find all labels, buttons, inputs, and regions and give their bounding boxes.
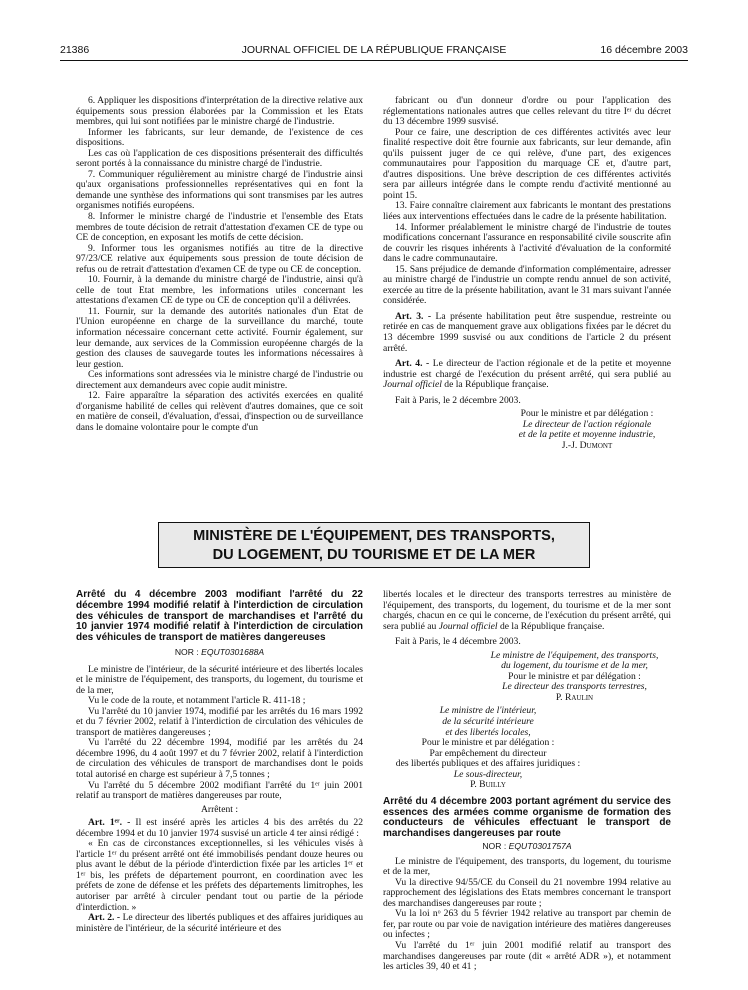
signature-line: Le ministre de l'équipement, des transports, <box>490 649 659 661</box>
nor-reference <box>76 647 363 658</box>
signatory-name: J.-J. Dumont <box>561 439 613 451</box>
page-number: 21386 <box>60 44 90 56</box>
paragraph: Les cas où l'application de ces dispositions présenterait des difficultés seront portés à la connaissance du ministre chargé de l'industrie. <box>76 147 363 170</box>
ministry-line: MINISTÈRE DE L'ÉQUIPEMENT, DES TRANSPORTS, <box>193 528 555 544</box>
signature-line: Pour le ministre et par délégation : <box>508 670 641 682</box>
signature-line: Le ministre de l'intérieur, <box>439 705 537 717</box>
journal-title: JOURNAL OFFICIEL DE LA RÉPUBLIQUE FRANÇAISE <box>241 44 507 56</box>
paragraph: 12. Faire apparaître la séparation des activités exercées en qualité d'organisme habilité de celles qui relèvent d'autres domaines, que ce soit en matière de conseil, d'évaluation, d'essai, d'inspection ou de surveillance dans le domaine volontaire pour le compte d'un <box>76 390 363 433</box>
article-text: Il est inséré après les articles 4 bis des arrêtés du 22 décembre 1994 et du 10 janvier 1974 susvisé un article 4 ter ainsi rédigé : <box>76 817 364 839</box>
signature-line: du logement, du tourisme et de la mer, <box>501 660 648 672</box>
article-text: Le directeur de l'action régionale et de la petite et moyenne industrie est chargé de l'exécution du présent arrêté, qui sera publié au <box>383 358 672 380</box>
signing-place-date: Fait à Paris, le 4 décembre 2003. <box>395 636 521 648</box>
article-2 <box>76 913 363 934</box>
paragraph: Informer les fabricants, sur leur demande, de l'existence de ces dispositions. <box>76 126 363 149</box>
nor-reference <box>383 841 671 852</box>
signature-line: Le sous-directeur, <box>453 768 523 780</box>
paragraph: Vu le code de la route, et notamment l'article R. 411-18 ; <box>88 695 306 707</box>
paragraph: Vu l'arrêté du 5 décembre 2002 modifiant l'arrêté du 1ᵉʳ juin 2001 relatif au transport de matières dangereuses par route, <box>76 779 363 802</box>
paragraph: 9. Informer tous les organismes notifiés au titre de la directive 97/23/CE relative aux équipements sous pression de toute décision de refus ou de retrait d'attestation d'examen CE de type ou CE de conception. <box>76 242 363 275</box>
article-4 <box>383 359 671 391</box>
paragraph-text: libertés locales et le directeur des transports terrestres au ministère de l'équipement, des transports, du logement, du tourisme et de la mer sont chargés, chacun en ce qui le concerne, de l'exécution du présent arrêté, qui sera publié au <box>383 589 671 632</box>
paragraph: 14. Informer préalablement le ministre chargé de l'industrie de toutes modifications concernant l'assurance en responsabilité civile souscrite afin de couvrir les risques inhérents à l'activité d'évaluation de la conformité dans le cadre communautaire. <box>383 221 671 265</box>
arretent: Arrêtent : <box>200 803 239 815</box>
paragraph: 8. Informer le ministre chargé de l'industrie et l'ensemble des Etats membres de toute décision de retrait d'attestation d'examen CE de type ou CE de conception, en exposant les motifs de cette décision. <box>76 211 363 244</box>
ministry-banner <box>158 522 590 568</box>
arrete-title: Arrêté du 4 décembre 2003 modifiant l'arrêté du 22 décembre 1994 modifié relatif à l'interdiction de circulation des véhicules de transport de marchandises et l'arrêté du 10 janvier 1974 modifié relatif à l'interdiction de circulation des véhicules de transport de matières dangereuses <box>76 589 363 644</box>
signature-block <box>478 651 671 704</box>
signature-line: des libertés publiques et des affaires juridiques : <box>395 758 581 770</box>
header-rule <box>60 60 688 61</box>
nor-label: NOR : <box>482 841 509 852</box>
signature-block <box>503 409 671 451</box>
signature-line: Par empêchement du directeur <box>429 747 547 759</box>
signature-line: de la sécurité intérieure <box>442 716 534 728</box>
column-bottom-right <box>383 590 671 973</box>
issue-date: 16 décembre 2003 <box>600 44 688 56</box>
paragraph: Ces informations sont adressées via le ministre chargé de l'industrie ou directement aux demandeurs avec copie audit ministre. <box>76 369 363 391</box>
paragraph: 6. Appliquer les dispositions d'interprétation de la directive relative aux équipements sous pression élaborées par la Commission et les Etats membres, qui lui sont notifiées par le ministre chargé de l'industrie. <box>76 95 363 128</box>
paragraph: 15. Sans préjudice de demande d'information complémentaire, adresser au ministre chargé de l'industrie un compte rendu annuel de son activité, exercée au titre de la présente habilitation, avant le 31 mars suivant l'année considérée. <box>383 263 671 307</box>
column-top-left <box>76 96 363 434</box>
article-label: Art. 4. - <box>395 358 430 370</box>
paragraph: 10. Fournir, à la demande du ministre chargé de l'industrie, ainsi qu'à celle de tout Etat membre, les informations utiles concernant les attestations d'examen CE de type ou CE de conception qu'il a délivrées. <box>76 274 363 307</box>
paragraph: fabricant ou d'un donneur d'ordre ou pour l'application des réglementations nationales autres que celles relevant du titre Iᵉʳ du décret du 13 décembre 1999 susvisé. <box>383 95 671 128</box>
signature-line: et des libertés locales, <box>445 726 531 738</box>
page-header <box>60 44 688 60</box>
article-text: Le directeur des libertés publiques et des affaires juridiques au ministère de l'intérieur, de la sécurité intérieure et des <box>76 912 364 934</box>
article-label: Art. 3. - <box>395 310 432 322</box>
article-text: de la République française. <box>441 379 549 391</box>
ministry-line: DU LOGEMENT, DU TOURISME ET DE LA MER <box>212 546 536 563</box>
paragraph: Le ministre de l'équipement, des transports, du logement, du tourisme et de la mer, <box>383 855 671 878</box>
paragraph: Vu l'arrêté du 22 décembre 1994, modifié par les arrêtés du 24 décembre 1996, du 4 août 1997 et du 7 février 2002, relatif à l'interdiction de circulation des véhicules de transport de marchandises dont le poids total autorisé en charge est supérieur à 7,5 tonnes ; <box>76 737 363 780</box>
paragraph: 13. Faire connaître clairement aux fabricants le montant des prestations liées aux interventions effectuées dans le cadre de la présente habilitation. <box>383 200 671 223</box>
signature-line: Le directeur de l'action régionale <box>522 418 652 430</box>
signature-line: Pour le ministre et par délégation : <box>421 737 555 749</box>
article-text: La présente habilitation peut être suspendue, restreinte ou retirée en cas de manquement grave aux obligations fixées par le décret du 13 décembre 1999 susvisé ou aux conditions de l'article 2 du présent arrêté. <box>383 310 671 354</box>
paragraph: 7. Communiquer régulièrement au ministre chargé de l'industrie ainsi qu'aux organisations professionnelles représentatives qui en font la demande une synthèse des informations qui sont transmises par les autres organismes notifiés européens. <box>76 168 363 212</box>
article-label: Art. 1ᵉʳ. - <box>88 817 131 829</box>
paragraph: Vu l'arrêté du 10 janvier 1974, modifié par les arrêtés du 16 mars 1992 et du 7 février 2002, relatif à l'interdiction de circulation des véhicules de transport de matières dangereuses ; <box>76 705 363 738</box>
signatory-name: P. Builly <box>470 779 506 791</box>
signature-line: Le directeur des transports terrestres, <box>502 681 647 693</box>
journal-name: Journal officiel <box>438 620 498 632</box>
signature-line: et de la petite et moyenne industrie, <box>518 429 656 441</box>
signature-block <box>383 706 593 790</box>
column-bottom-left <box>76 590 363 934</box>
paragraph-text: de la République française. <box>497 620 605 632</box>
paragraph: Vu la loi nᵒ 263 du 5 février 1942 relative au transport par chemin de fer, par route ou par voie de navigation intérieure des matières dangereuses ou infectes ; <box>383 908 671 941</box>
quoted-article: « En cas de circonstances exceptionnelles, si les véhicules visés à l'article 1ᵉʳ du présent arrêté ont été immobilisés pendant douze heures ou plus avant le début de la période d'interdiction fixée par les articles 1ᵉʳ et 1ᵉʳ bis, les préfets de département pourront, en coordination avec les préfets de zone de défense et les préfets des départements limitrophes, les autoriser par arrêté à circuler pendant tout ou partie de la période d'interdiction. » <box>76 838 363 913</box>
paragraph: Vu la directive 94/55/CE du Conseil du 21 novembre 1994 relative au rapprochement des législations des Etats membres concernant le transport des marchandises dangereuses par route ; <box>383 876 671 909</box>
journal-name: Journal officiel <box>383 379 442 391</box>
signatory-name: P. Raulin <box>555 691 594 703</box>
paragraph: Le ministre de l'intérieur, de la sécurité intérieure et des libertés locales et le ministre de l'équipement, des transports, du logement, du tourisme et de la mer, <box>76 663 363 696</box>
paragraph: Pour ce faire, une description de ces différentes activités avec leur finalité respective doit être fournie aux fabricants, sur leur demande, afin qu'ils puissent juger de ce qui relève, d'une part, des exigences communautaires pour l'apposition du marquage CE et, d'autre part, d'autres dispositions. Une brève description de ces différentes activités sera par ailleurs intégrée dans le compte rendu d'activité mentionné au point 15. <box>383 126 671 201</box>
column-top-right <box>383 96 671 452</box>
signature-line: Pour le ministre et par délégation : <box>520 408 654 420</box>
article-3 <box>383 312 671 354</box>
article-label: Art. 2. - <box>88 912 121 924</box>
article-1 <box>76 818 363 839</box>
nor-code: EQUT0301688A <box>201 646 265 657</box>
paragraph-continued <box>383 590 671 632</box>
nor-label: NOR : <box>174 646 202 657</box>
signing-place-date: Fait à Paris, le 2 décembre 2003. <box>395 394 521 406</box>
nor-code: EQUT0301757A <box>508 841 572 852</box>
paragraph: 11. Fournir, sur la demande des autorités nationales d'un Etat de l'Union européenne en charge de la surveillance du marché, toute information nécessaire concernant cette activité. Fournir également, sur leur demande, aux services de la Commission européenne chargés de la gestion des clauses de sauvegarde toutes les informations nécessaires à leur gestion. <box>76 305 363 370</box>
arrete-title: Arrêté du 4 décembre 2003 portant agrément du service des essences des armées comme organisme de formation des conducteurs de véhicules effectuant le transport de marchandises dangereuses par route <box>383 795 671 840</box>
paragraph: Vu l'arrêté du 1ᵉʳ juin 2001 modifié relatif au transport des marchandises dangereuses par route (dit « arrêté ADR »), et notamment les articles 39, 40 et 41 ; <box>383 939 671 973</box>
